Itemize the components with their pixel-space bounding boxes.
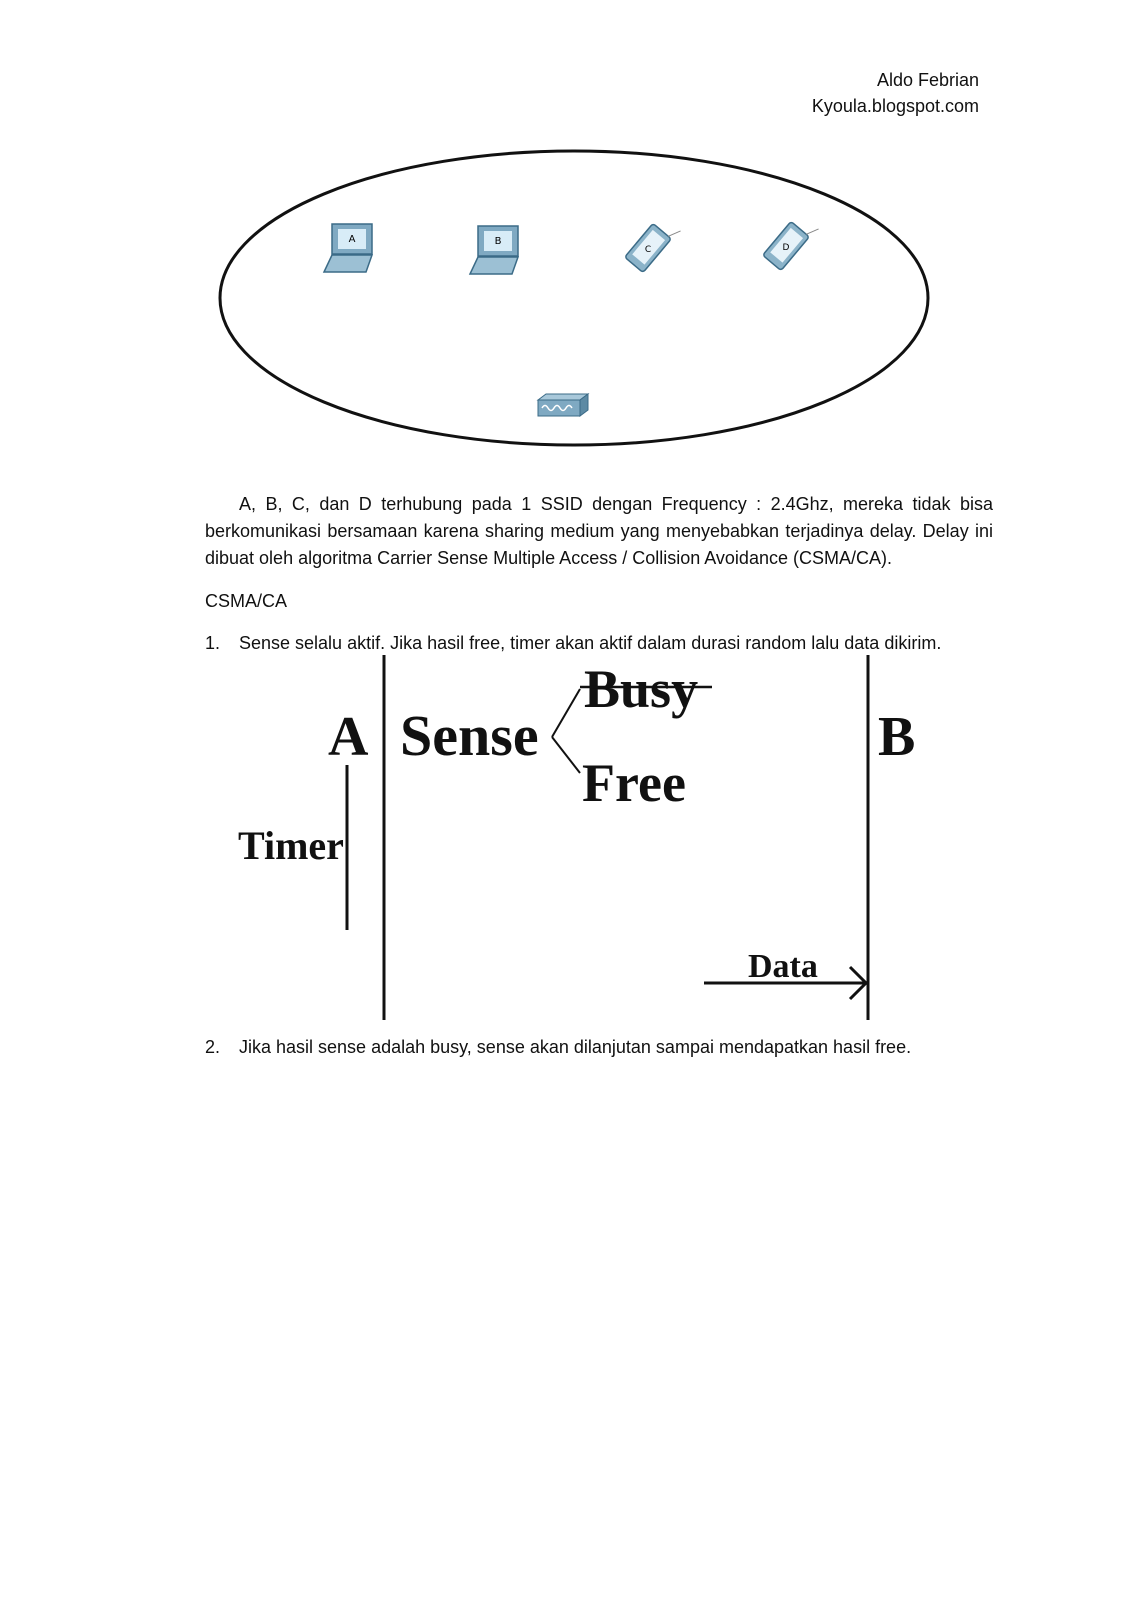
device-label: C bbox=[644, 245, 652, 255]
busy-label: Busy bbox=[584, 659, 699, 719]
author-name: Aldo Febrian bbox=[876, 70, 979, 90]
station-a-label: A bbox=[328, 706, 369, 768]
list-text: Sense selalu aktif. Jika hasil free, timer akan aktif dalam durasi random lalu data dikirim. bbox=[239, 633, 942, 653]
station-b-label: B bbox=[878, 706, 916, 768]
access-point-icon bbox=[538, 394, 588, 416]
csma-timing-diagram bbox=[230, 655, 930, 1030]
branch-line bbox=[552, 737, 580, 773]
laptop-icon bbox=[324, 224, 372, 272]
device-label: D bbox=[782, 243, 790, 253]
wireless-tablet-icon bbox=[763, 212, 819, 272]
device-label: A bbox=[348, 234, 356, 245]
blog-url: Kyoula.blogspot.com bbox=[811, 96, 979, 116]
list-number: 1. bbox=[205, 633, 221, 653]
section-title: CSMA/CA bbox=[205, 591, 288, 611]
laptop-icon bbox=[470, 226, 518, 274]
list-item bbox=[205, 630, 941, 657]
list-item bbox=[205, 1034, 911, 1061]
data-label: Data bbox=[748, 948, 818, 985]
wireless-tablet-icon bbox=[625, 214, 681, 274]
sense-label: Sense bbox=[400, 703, 539, 768]
network-figure bbox=[218, 148, 933, 453]
list-number: 2. bbox=[205, 1037, 221, 1057]
intro-paragraph: A, B, C, dan D terhubung pada 1 SSID dengan Frequency : 2.4Ghz, mereka tidak bisa berkomunikasi bersamaan karena sharing medium yang menyebabkan terjadinya delay. Delay ini dibuat oleh algoritma Carrier Sense Multiple Access / Collision Avoidance (CSMA/CA). bbox=[205, 494, 993, 568]
timer-label: Timer bbox=[238, 823, 344, 868]
free-label: Free bbox=[582, 753, 686, 813]
device-label: B bbox=[494, 236, 502, 247]
list-text: Jika hasil sense adalah busy, sense akan dilanjutan sampai mendapatkan hasil free. bbox=[239, 1037, 912, 1057]
branch-line bbox=[552, 689, 580, 737]
